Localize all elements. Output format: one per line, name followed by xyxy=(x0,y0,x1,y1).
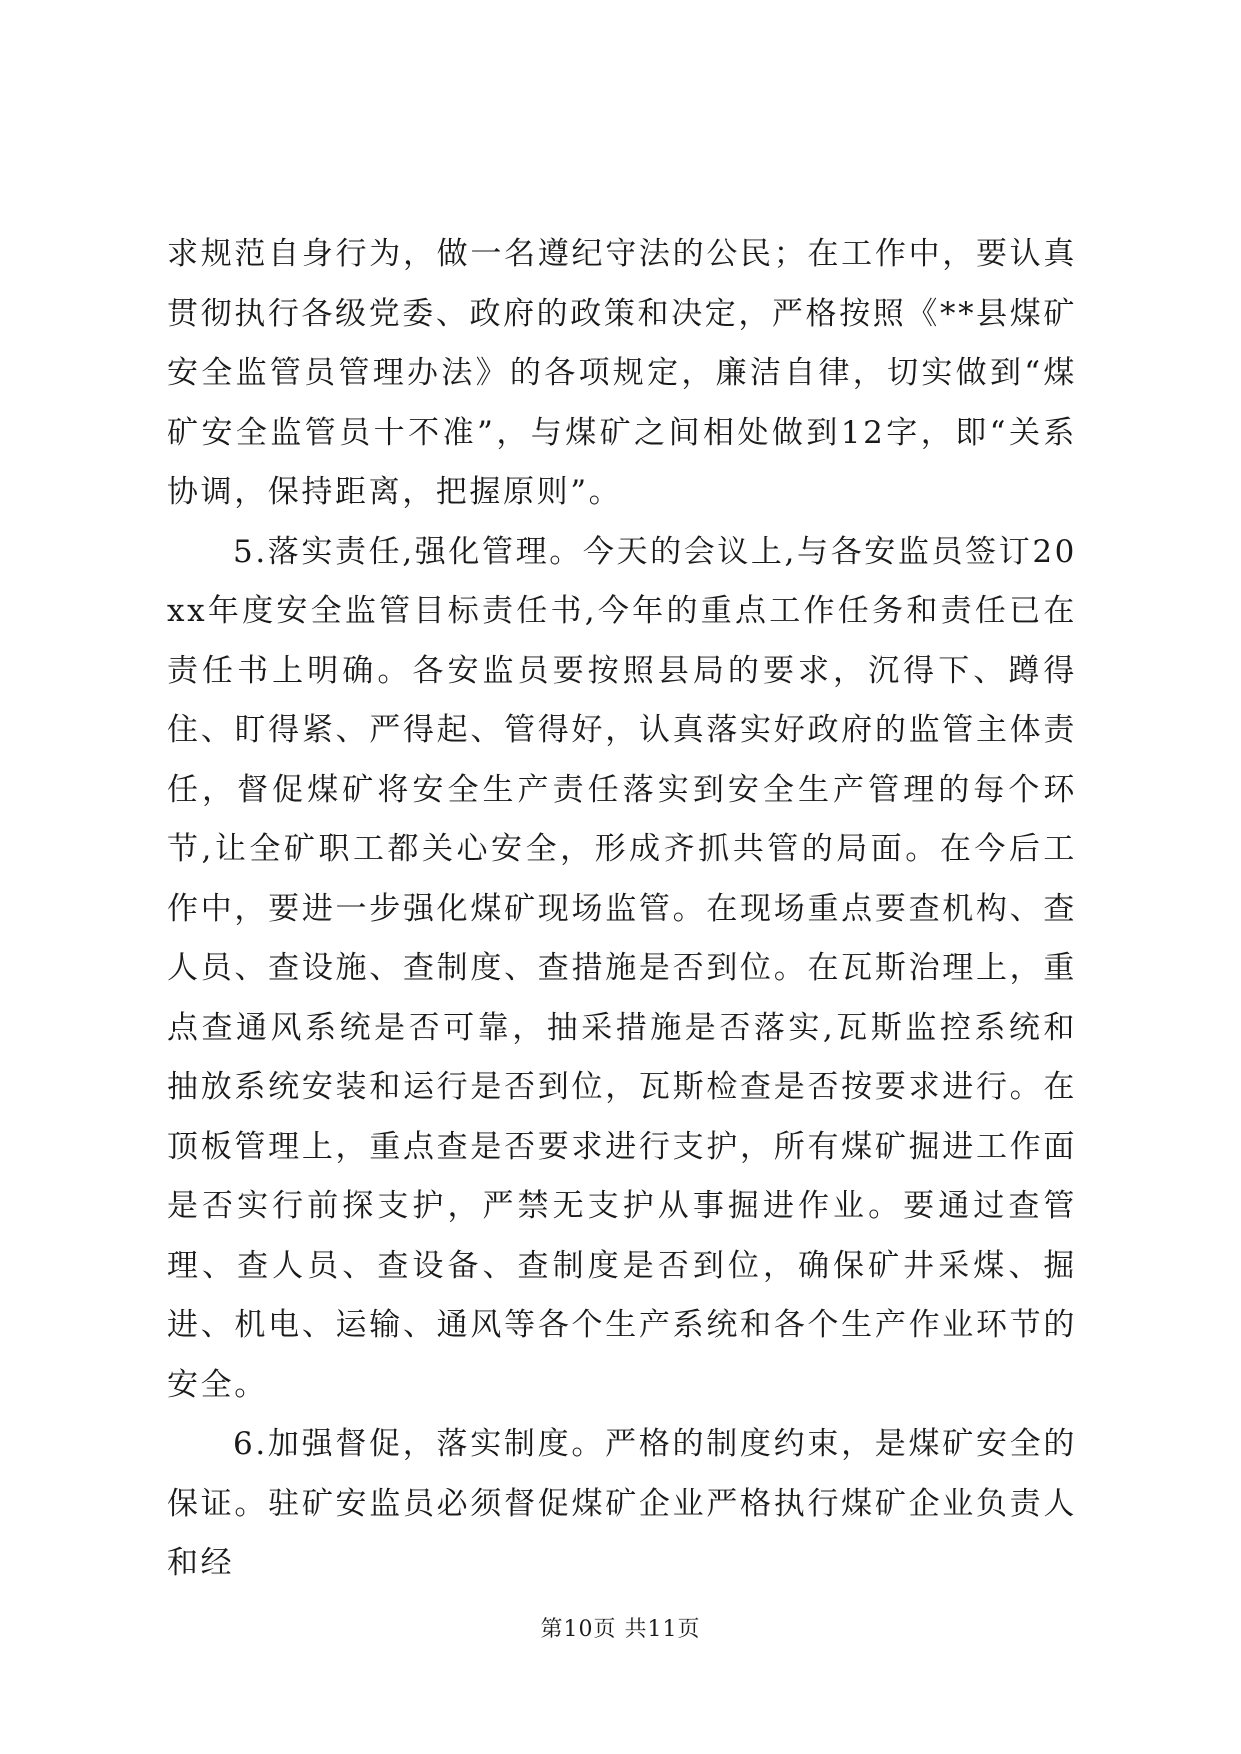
paragraph-continued: 求规范自身行为，做一名遵纪守法的公民；在工作中，要认真贯彻执行各级党委、政府的政策和决定，严格按照《**县煤矿安全监管员管理办法》的各项规定，廉洁自律，切实做到“煤矿安全监管员十不准”，与煤矿之间相处做到12字，即“关系协调，保持距离，把握原则”。 xyxy=(167,236,1077,510)
paragraph-item-5: 5.落实责任,强化管理。今天的会议上,与各安监员签订20xx年度安全监管目标责任书,今年的重点工作任务和责任已在责任书上明确。各安监员要按照县局的要求，沉得下、蹲得住、盯得紧、严得起、管得好，认真落实好政府的监管主体责任，督促煤矿将安全生产责任落实到安全生产管理的每个环节,让全矿职工都关心安全，形成齐抓共管的局面。在今后工作中，要进一步强化煤矿现场监管。在现场重点要查机构、查人员、查设施、查制度、查措施是否到位。在瓦斯治理上，重点查通风系统是否可靠，抽采措施是否落实,瓦斯监控系统和抽放系统安装和运行是否到位，瓦斯检查是否按要求进行。在顶板管理上，重点查是否要求进行支护，所有煤矿掘进工作面是否实行前探支护，严禁无支护从事掘进作业。要通过查管理、查人员、查设备、查制度是否到位，确保矿井采煤、掘进、机电、运输、通风等各个生产系统和各个生产作业环节的安全。 xyxy=(167,533,1077,1403)
page-footer: 第10页 共11页 xyxy=(540,1617,701,1642)
document-body xyxy=(167,225,1077,1594)
paragraph-item-6: 6.加强督促，落实制度。严格的制度约束，是煤矿安全的保证。驻矿安监员必须督促煤矿企业严格执行煤矿企业负责人和经 xyxy=(167,1426,1077,1581)
